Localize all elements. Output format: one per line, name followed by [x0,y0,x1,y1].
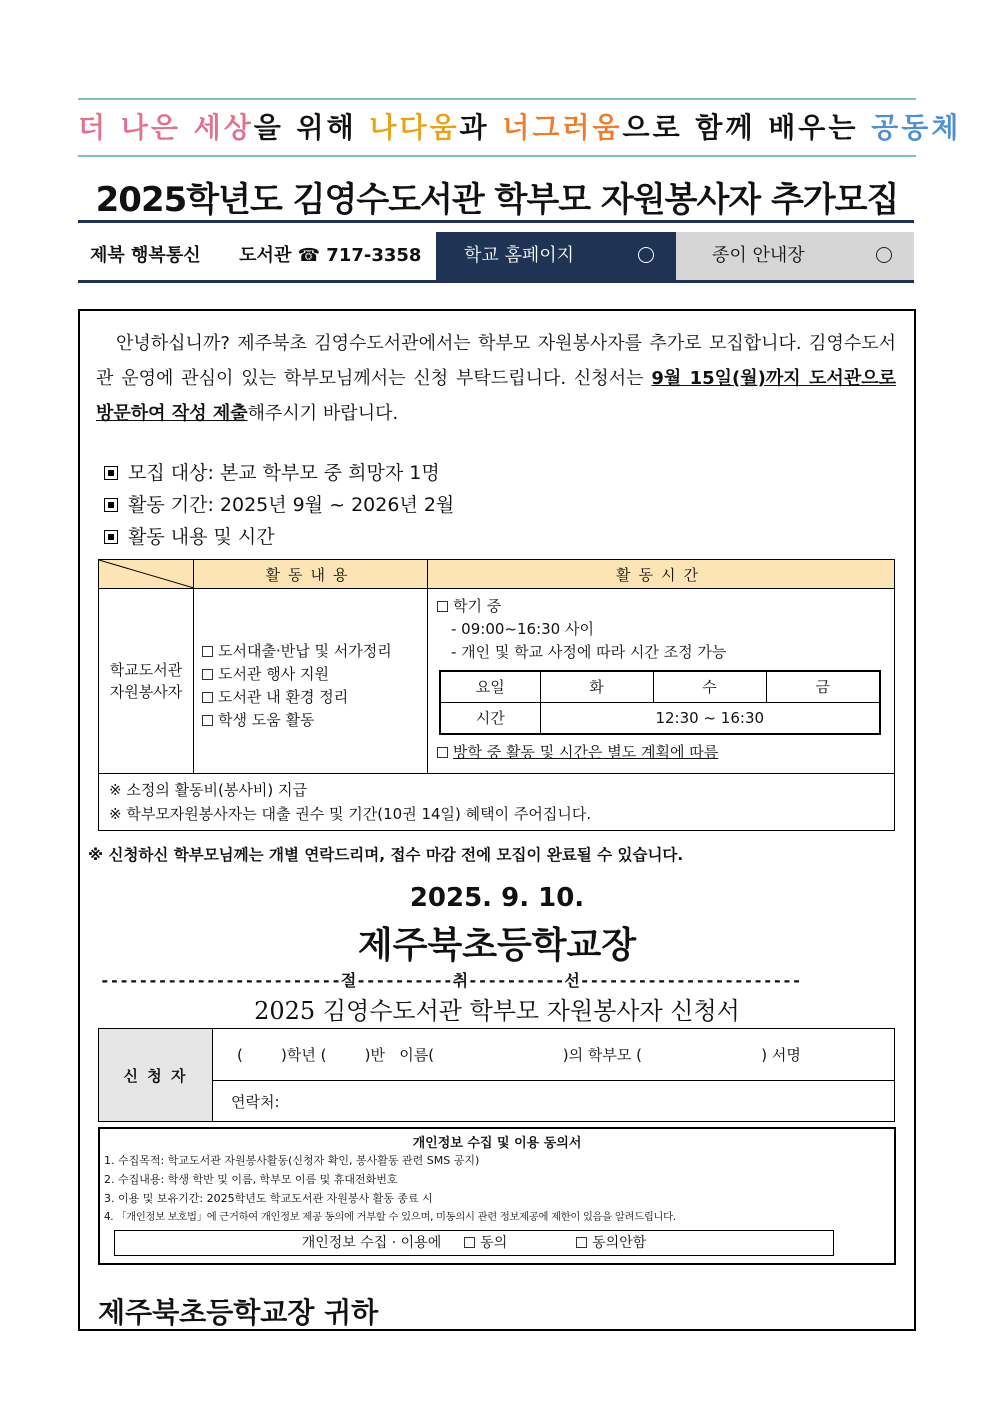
info-rule [78,280,914,283]
disagree-checkbox[interactable] [576,1237,587,1248]
checkbox-icon [202,692,213,703]
checkbox-icon [437,747,448,758]
intro-text: 안녕하십니까? 제주북초 김영수도서관에서는 학부모 자원봉사자를 추가로 모집합니다. 김영수도서관 운영에 관심이 있는 학부모님께서는 신청 부탁드립니다. 신청서는 [96,333,896,389]
corner-cell [99,560,194,589]
agree-label: 개인정보 수집 · 이용에 [301,1235,442,1251]
schedule-table [439,670,881,735]
row-label: 학교도서관 자원봉사자 [99,589,194,774]
bullet-period: 활동 기간: 2025년 9월 ~ 2026년 2월 [104,490,454,517]
bullet-content: 활동 내용 및 시간 [104,522,275,549]
slogan-part: 너그러움 [502,111,623,144]
agree-checkbox[interactable] [464,1237,475,1248]
paper-label: 종이 안내장 [712,245,805,266]
page-title: 2025학년도 김영수도서관 학부모 자원봉사자 추가모집 [95,180,899,220]
info-left [78,232,446,280]
application-title: 2025 김영수도서관 학부모 자원봉사자 신청서 [254,997,740,1025]
info-bar [78,232,914,280]
note-line: ※ 학부모자원봉사자는 대출 권수 및 기간(10권 14일) 혜택이 주어집니다. [109,805,592,823]
content-item: 도서관 행사 지원 [202,663,427,686]
hours-label: 시간 [440,703,540,735]
note-line: ※ 소정의 활동비(봉사비) 지급 [109,781,307,799]
day-cell: 화 [540,671,653,703]
filled-square-icon [104,530,118,544]
content-cell [194,589,428,774]
agree-row: 개인정보 수집 · 이용에 동의 동의안함 [114,1230,834,1256]
slogan-part: 으로 함께 배우는 [622,111,872,144]
activity-table [98,559,895,831]
diagonal-line [99,560,194,588]
notice-text: ※ 신청하신 학부모님께는 개별 연락드리며, 접수 마감 전에 모집이 완료될 수 있습니다. [88,846,684,864]
filled-square-icon [104,466,118,480]
day-cell: 수 [653,671,766,703]
content-item: 도서대출·반납 및 서가정리 [202,640,427,663]
vacation-note: 방학 중 활동 및 시간은 별도 계획에 따름 [437,741,894,764]
filled-square-icon [104,498,118,512]
content-item: 학생 도움 활동 [202,709,427,732]
checkbox-icon [437,601,448,612]
paper-circle-icon [876,247,892,263]
bullet-target: 모집 대상: 본교 학부모 중 희망자 1명 [104,458,440,485]
header-time: 활동시간 [428,560,895,589]
homepage-option[interactable] [436,232,676,280]
header-content: 활동내용 [194,560,428,589]
title-rule [78,220,914,223]
applicant-info-field[interactable]: ( )학년 ( )반 이름( )의 학부모 ( ) 서명 [213,1029,895,1081]
application-table [98,1028,895,1122]
time-line: - 개인 및 학교 사정에 따라 시간 조정 가능 [451,643,727,661]
intro-emphasis: 9월 15일(월)까지 도서관으로 방문하여 작성 제출 [96,368,896,424]
library-phone: 도서관 ☎ 717-3358 [239,245,422,266]
contact-field[interactable]: 연락처: [213,1081,895,1122]
consent-title: 개인정보 수집 및 이용 동의서 [412,1136,582,1151]
slogan-part: 공동체 [871,111,962,144]
applicant-label: 신 청 자 [99,1029,213,1122]
slogan-part: 과 [459,111,503,144]
days-label: 요일 [440,671,540,703]
addressee: 제주북초등학교장 귀하 [98,1296,379,1329]
checkbox-icon [202,669,213,680]
time-cell [428,589,895,774]
consent-box [98,1127,896,1265]
homepage-label: 학교 홈페이지 [464,245,575,266]
cut-line: -------------------------절----------취----------선----------------------- [100,971,802,990]
checkbox-icon [202,715,213,726]
hours-value: 12:30 ~ 16:30 [540,703,880,735]
slogan-top-rule [78,98,916,100]
time-head: 학기 중 [437,595,894,618]
slogan-part: 나다움 [369,111,460,144]
consent-item: 3. 이용 및 보유기간: 2025학년도 학교도서관 자원봉사 활동 종료 시 [104,1192,433,1205]
checkbox-icon [202,646,213,657]
content-item: 도서관 내 환경 정리 [202,686,427,709]
time-line: - 09:00~16:30 사이 [451,620,594,638]
slogan-part: 을 위해 [253,111,370,144]
homepage-circle-icon [638,247,654,263]
issue-date: 2025. 9. 10. [409,883,585,913]
paper-option[interactable] [676,232,914,280]
consent-item: 2. 수집내용: 학생 학반 및 이름, 학부모 이름 및 휴대전화번호 [104,1173,398,1186]
newsletter-label: 제북 행복통신 [90,245,201,266]
slogan-bottom-rule [78,155,916,157]
intro-paragraph [96,326,896,431]
slogan [78,106,962,146]
consent-item: 1. 수집목적: 학교도서관 자원봉사활동(신청자 확인, 봉사활동 관련 SMS 공지) [104,1154,480,1167]
day-cell: 금 [766,671,880,703]
notes-cell [99,774,895,831]
intro-tail: 해주시기 바랍니다. [247,403,399,424]
school-name: 제주북초등학교장 [357,925,637,966]
consent-item: 4. 「개인정보 보호법」에 근거하여 개인정보 제공 동의에 거부할 수 있으며, 미동의시 관련 정보제공에 제한이 있음을 알려드립니다. [104,1211,676,1223]
slogan-part: 더 나은 세상 [78,111,254,144]
